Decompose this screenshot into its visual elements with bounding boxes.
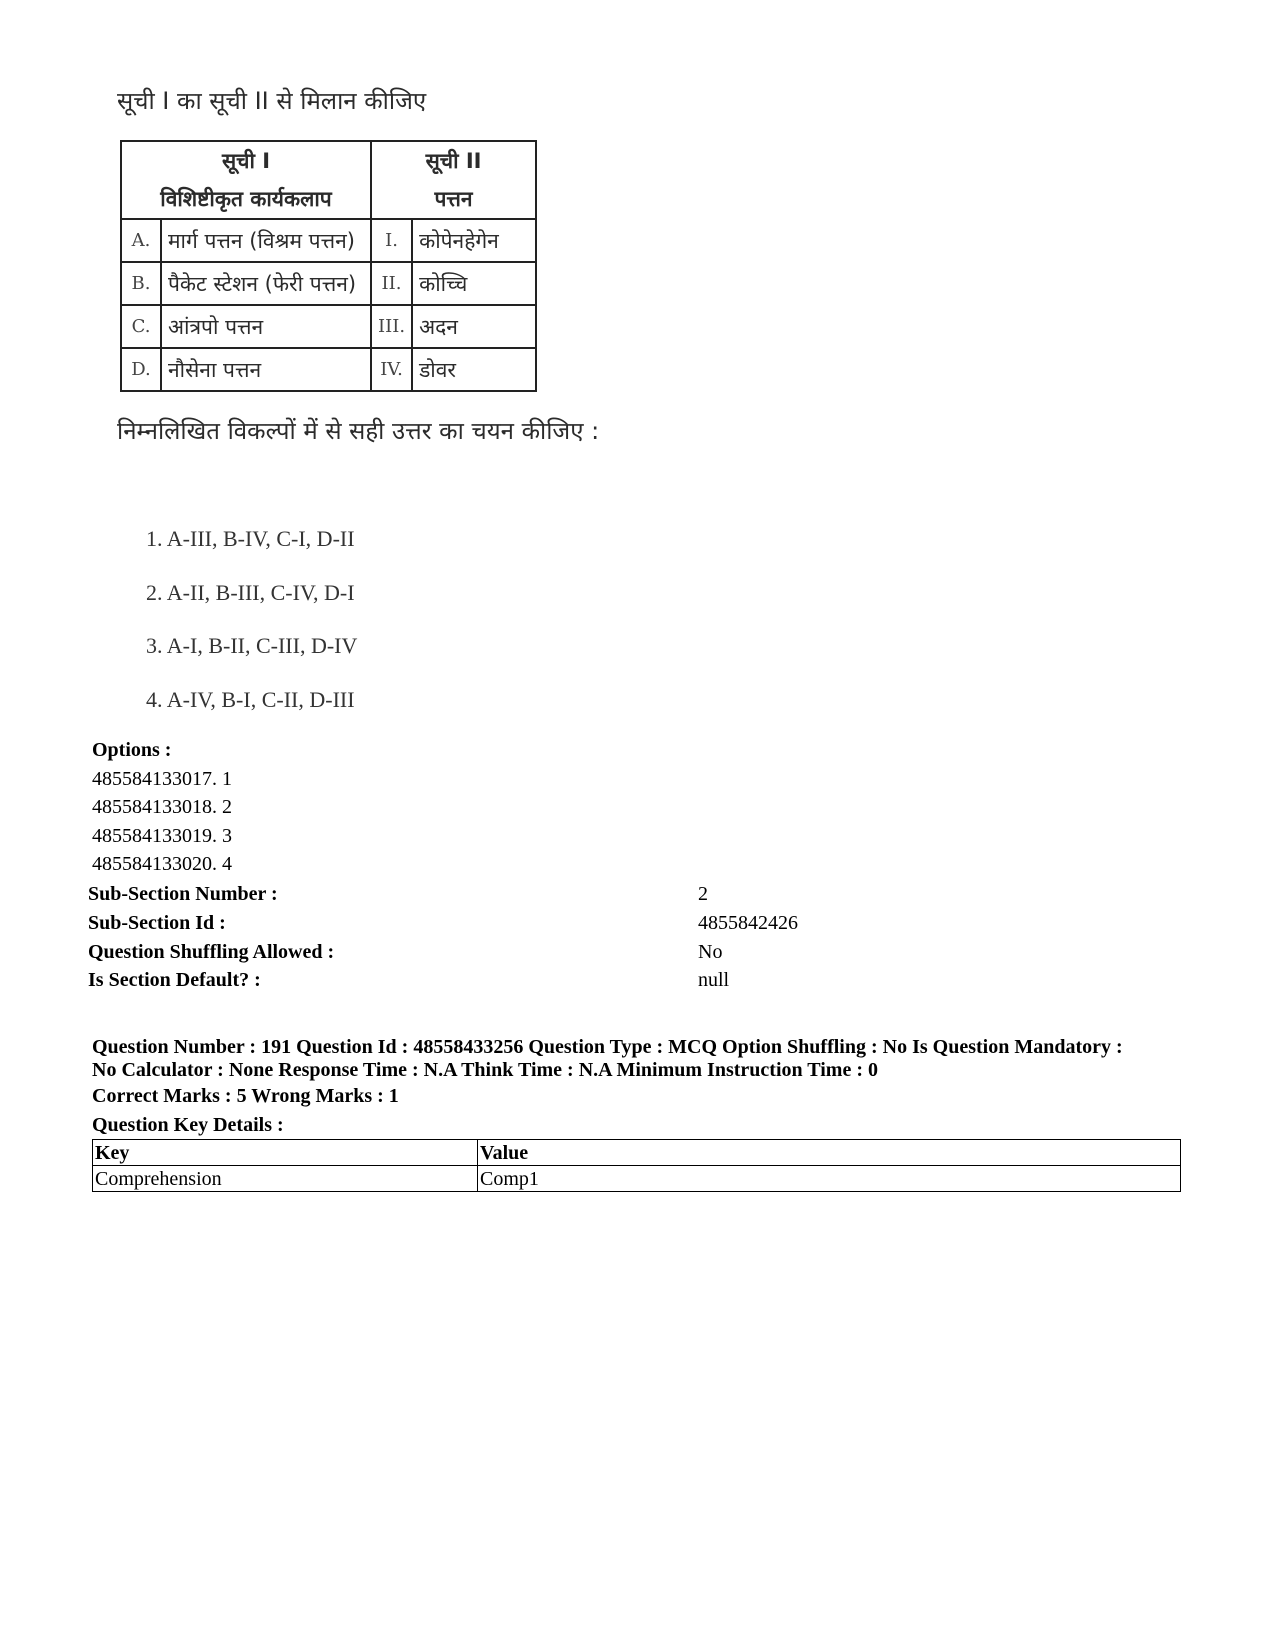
list2-item: कोच्चि — [412, 262, 536, 305]
subsection-label: Is Section Default? : — [88, 969, 261, 992]
question-info-line: No Calculator : None Response Time : N.A Think Time : N.A Minimum Instruction Time : 0 — [92, 1059, 878, 1081]
choose-instruction: निम्नलिखित विकल्पों में से सही उत्तर का चयन कीजिए : — [117, 417, 600, 445]
answer-choice: 4. A-IV, B-I, C-II, D-III — [146, 686, 355, 712]
list2-item: डोवर — [412, 348, 536, 391]
option-item: 485584133020. 4 — [92, 853, 232, 875]
key-details-label: Question Key Details : — [92, 1113, 284, 1136]
list2-index: I. — [371, 219, 412, 262]
match-table-header — [121, 141, 536, 219]
list1-index: B. — [121, 262, 161, 305]
list2-index: III. — [371, 305, 412, 348]
key-table-header — [93, 1140, 1181, 1166]
option-item: 485584133019. 3 — [92, 824, 232, 847]
option-item: 485584133018. 2 — [92, 796, 232, 818]
match-row — [121, 219, 536, 262]
value-cell: Comp1 — [478, 1166, 1181, 1192]
list2-item: कोपेनहेगेन — [412, 219, 536, 262]
subsection-value: No — [698, 940, 723, 963]
list2-index: II. — [371, 262, 412, 305]
marks-block — [92, 1082, 399, 1139]
subsection-label: Question Shuffling Allowed : — [88, 940, 335, 963]
list1-index: D. — [121, 348, 161, 391]
list1-header: सूची I विशिष्टीकृत कार्यकलाप — [121, 141, 371, 219]
options-label: Options : — [92, 739, 172, 761]
subsection-row — [88, 880, 788, 909]
list1-index: A. — [121, 219, 161, 262]
answer-choice: 1. A-III, B-IV, C-I, D-II — [146, 526, 355, 551]
subsection-value: 4855842426 — [698, 911, 798, 934]
list2-item: अदन — [412, 305, 536, 348]
list2-header: सूची II पत्तन — [371, 141, 536, 219]
subsection-value: 2 — [698, 883, 708, 905]
value-header: Value — [478, 1140, 1181, 1166]
answer-choice: 3. A-I, B-II, C-III, D-IV — [146, 633, 358, 658]
option-item: 485584133017. 1 — [92, 767, 232, 790]
question-info-line: Question Number : 191 Question Id : 48558433256 Question Type : MCQ Option Shuffling : No Is Question Mandatory : — [92, 1036, 1123, 1058]
subsection-value: null — [698, 969, 730, 992]
table-row — [93, 1166, 1181, 1192]
subsection-label: Sub-Section Number : — [88, 883, 278, 905]
answer-choices — [146, 524, 357, 738]
subsection-row — [88, 966, 788, 995]
match-row — [121, 262, 536, 305]
list2-index: IV. — [371, 348, 412, 391]
list1-item: पैकेट स्टेशन (फेरी पत्तन) — [161, 262, 371, 305]
list1-item: मार्ग पत्तन (विश्रम पत्तन) — [161, 219, 371, 262]
question-info — [92, 1036, 1202, 1082]
answer-choice: 2. A-II, B-III, C-IV, D-I — [146, 579, 355, 605]
key-details-table — [92, 1139, 1181, 1192]
marks-text: Correct Marks : 5 Wrong Marks : 1 — [92, 1085, 399, 1107]
options-block — [92, 736, 232, 879]
match-instruction: सूची I का सूची II से मिलान कीजिए — [117, 87, 427, 115]
subsection-row — [88, 938, 788, 967]
subsection-label: Sub-Section Id : — [88, 911, 226, 934]
subsection-details — [88, 880, 798, 995]
list1-item: आंत्रपो पत्तन — [161, 305, 371, 348]
list1-index: C. — [121, 305, 161, 348]
subsection-row — [88, 909, 798, 938]
match-row — [121, 305, 536, 348]
match-table — [120, 140, 537, 392]
key-cell: Comprehension — [93, 1166, 478, 1192]
list1-item: नौसेना पत्तन — [161, 348, 371, 391]
key-header: Key — [93, 1140, 478, 1166]
match-row — [121, 348, 536, 391]
